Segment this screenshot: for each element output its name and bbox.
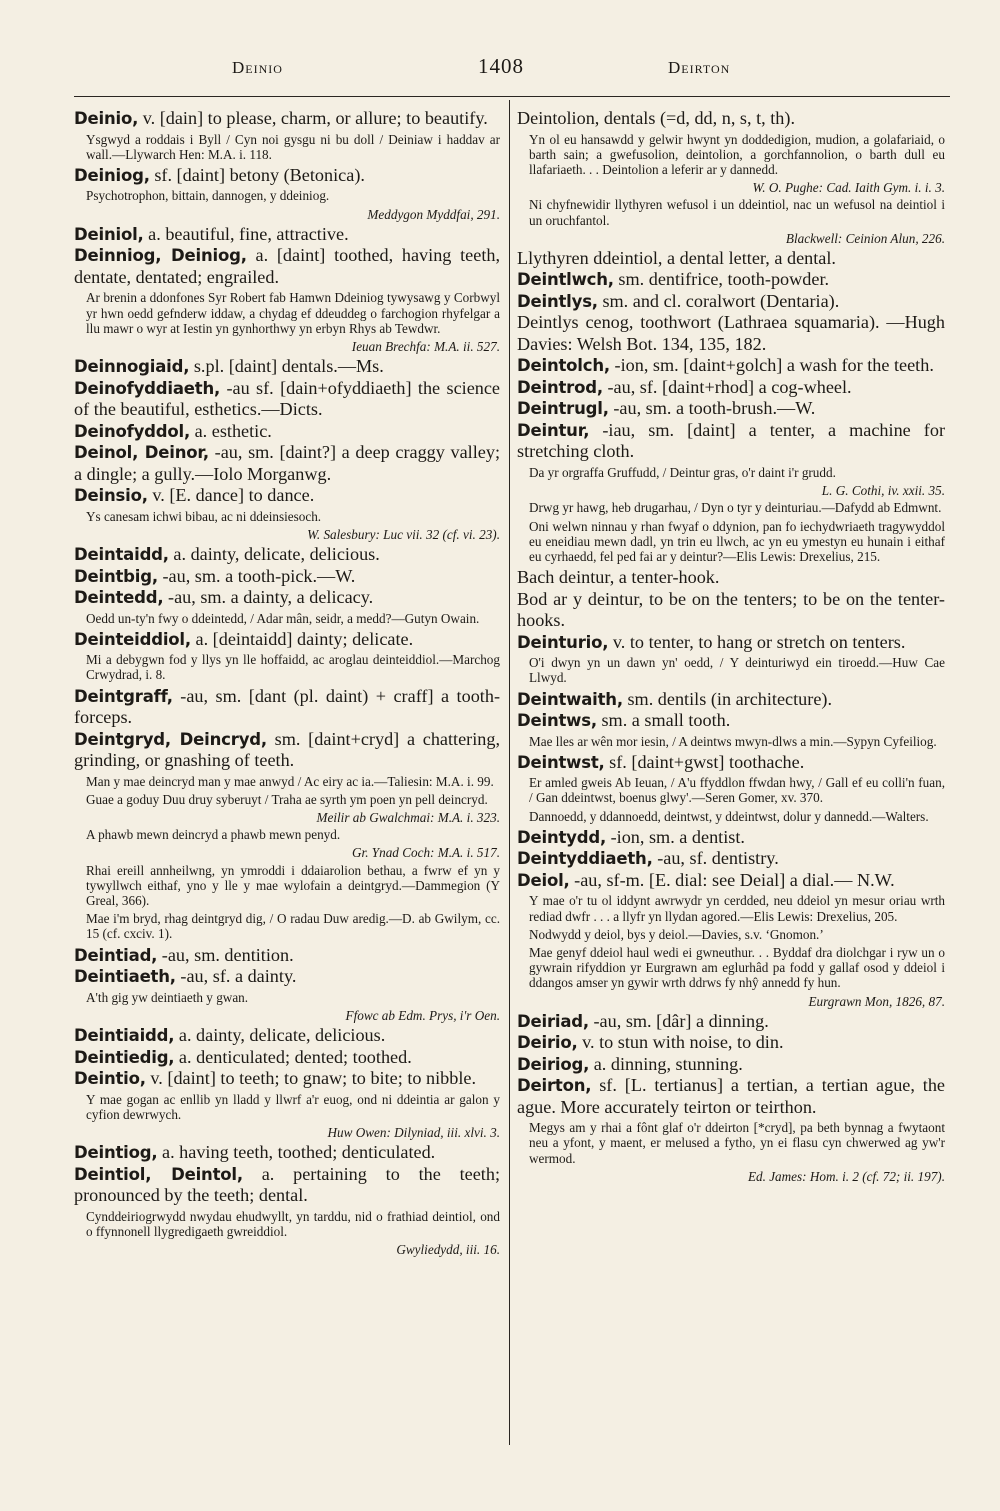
dictionary-entry: [517, 1054, 945, 1076]
dictionary-entry: [517, 269, 945, 291]
definition: sm. and cl. coralwort (Dentaria).: [602, 290, 840, 311]
dictionary-entry: [517, 398, 945, 420]
citation: Mae i'm bryd, rhag deintgryd dig, / O radau Duw aredig.—D. ab Gwilym, cc. 15 (cf. cxciv. 1).: [86, 911, 500, 942]
headword: Deintws,: [517, 711, 597, 731]
dictionary-entry: [517, 752, 945, 774]
dictionary-entry: [74, 1068, 500, 1090]
definition: -au, sm. a tooth-pick.—W.: [162, 565, 356, 586]
definition: sm. dentils (in architecture).: [627, 688, 833, 709]
dictionary-entry: [74, 729, 500, 772]
citation: O'i dwyn yn un dawn yn' oedd, / Y deinturiwyd ein tiroedd.—Huw Cae Llwyd.: [529, 655, 945, 686]
dictionary-entry: [74, 945, 500, 967]
dictionary-entry: [74, 378, 500, 421]
definition: -au, sm. [dâr] a dinning.: [593, 1010, 769, 1031]
dictionary-entry: [517, 377, 945, 399]
dictionary-entry: [517, 870, 945, 892]
headword: Deiriog,: [517, 1054, 590, 1074]
dictionary-entry: [517, 848, 945, 870]
dictionary-entry: [74, 245, 500, 288]
citation: Er amled gweis Ab Ieuan, / A'u ffyddlon ffwdan hwy, / Gall ef eu colli'n fuan, / Gan ddeintwst, boenus glwy'.—Seren Gomer, xv. 370.: [529, 775, 945, 806]
citation: Yn ol eu hansawdd y gelwir hwynt yn doddedigion, mudion, a golafariaid, o barth sain; a gwefusolion, deintolion, a gorchfannolion, o barth dull eu llafariaeth. . . Deintolion a leferir ar y dannedd.: [529, 131, 945, 177]
dictionary-entry: [74, 224, 500, 246]
headword: Deinofyddol,: [74, 421, 191, 441]
dictionary-entry: [517, 689, 945, 711]
citation: Dannoedd, y ddannoedd, deintwst, y ddeintwst, dolur y dannedd.—Walters.: [529, 808, 929, 824]
citation: Rhai ereill annheilwng, yn ymroddi i ddaiarolion bethau, a fwrw ef yn y tywyllwch eithaf, yno y lle y mae wylofain a deintgryd.—Dammegion (Y Greal, 366).: [86, 862, 500, 909]
dictionary-entry: [74, 108, 500, 130]
headword: Deiriad,: [517, 1011, 589, 1031]
running-head-right: Deirton: [668, 58, 731, 77]
headword: Deintlwch,: [517, 270, 614, 290]
dictionary-entry: [517, 312, 945, 355]
definition: Deintolion, dentals (=d, dd, n, s, t, th).: [517, 108, 795, 128]
definition: a. having teeth, toothed; denticulated.: [162, 1142, 436, 1163]
headword: Deinturio,: [517, 632, 609, 652]
citation-source: Meddygon Myddfai, 291.: [367, 206, 500, 222]
definition: a. esthetic.: [194, 420, 272, 441]
definition: s.pl. [daint] dentals.—Ms.: [193, 356, 384, 377]
citation: Psychotrophon, bittain, dannogen, y ddeiniog.: [86, 188, 330, 204]
definition: sm. dentifrice, tooth-powder.: [618, 269, 830, 290]
headword: Deintlys,: [517, 291, 598, 311]
citation-source: W. Salesbury: Luc vii. 32 (cf. vi. 23).: [307, 526, 500, 542]
dictionary-entry: [517, 420, 945, 463]
citation: Mae genyf ddeiol haul wedi ei gwneuthur. . . Byddaf dra diolchgar i ryw un o gywrain rifyddion yr Eurgrawn am eglurhâd pa fodd y gallaf osod y ddeiol i ddangos amser yn gywir wrth ddrws fy nhŷ annedd fy hun.: [529, 944, 945, 991]
dictionary-entry: [74, 966, 500, 988]
dictionary-entry: [74, 1164, 500, 1207]
definition: -au, sf. [daint+rhod] a cog-wheel.: [607, 376, 852, 397]
headword: Deintio,: [74, 1069, 146, 1089]
citation-source: Blackwell: Ceinion Alun, 226.: [785, 230, 945, 246]
dictionary-entry: [517, 589, 945, 632]
citation-source: Ieuan Brechfa: M.A. ii. 527.: [351, 338, 500, 354]
definition: v. [dain] to please, charm, or allure; to beautify.: [142, 108, 488, 128]
definition: v. [daint] to teeth; to gnaw; to bite; to nibble.: [150, 1068, 477, 1089]
citation: A'th gig yw deintiaeth y gwan.: [86, 989, 249, 1005]
dictionary-entry: [74, 1142, 500, 1164]
citation: Ys canesam ichwi bibau, ac ni ddeinsiesoch.: [86, 508, 322, 524]
definition: sf. [daint] betony (Betonica).: [154, 164, 365, 185]
citation-source: Huw Owen: Dilyniad, iii. xlvi. 3.: [327, 1124, 500, 1140]
citation-source: Ed. James: Hom. i. 2 (cf. 72; ii. 197).: [747, 1168, 945, 1184]
citation: Man y mae deincryd man y mae anwyd / Ac eiry ac ia.—Taliesin: M.A. i. 99.: [86, 773, 494, 789]
running-head-left: Deinio: [232, 58, 283, 77]
dictionary-entry: [74, 544, 500, 566]
headword: Deinnogiaid,: [74, 357, 190, 377]
dictionary-entry: [74, 587, 500, 609]
definition: -au, sm. a tooth-brush.—W.: [613, 398, 816, 419]
dictionary-entry: [517, 1075, 945, 1118]
citation: Megys am y rhai a fônt glaf o'r ddeirton [*cryd], pa beth bynnag a fwytaont neu a yfont, y maent, er melused a fytho, yn ei flasu cyn chwerwed ag yw'r wermod.: [529, 1120, 945, 1166]
headword: Deintaidd,: [74, 545, 169, 565]
citation: Y mae gogan ac enllib yn lladd y llwrf a'r euog, ond ni ddeintia ar galon y cyfion dewrwych.: [86, 1091, 500, 1122]
definition: -au, sm. [daint?] a deep craggy valley; a dingle; a gully.—Iolo Morganwg.: [74, 442, 500, 484]
definition: a. beautiful, fine, attractive.: [148, 223, 349, 244]
definition: -iau, sm. [daint] a tenter, a machine for stretching cloth.: [517, 419, 945, 462]
headword: Deintedd,: [74, 588, 164, 608]
headword: Deiniol,: [74, 224, 144, 244]
dictionary-entry: [74, 485, 500, 507]
headword: Deintolch,: [517, 356, 610, 376]
definition: v. [E. dance] to dance.: [152, 485, 315, 506]
dictionary-entry: [517, 291, 945, 313]
dictionary-entry: [517, 1011, 945, 1033]
dictionary-entry: [517, 355, 945, 377]
definition: -au, sf. a dainty.: [180, 966, 297, 987]
dictionary-entry: [74, 356, 500, 378]
citation-source: Meilir ab Gwalchmai: M.A. i. 323.: [316, 810, 500, 826]
dictionary-entry: [517, 827, 945, 849]
headword: Deintiol, Deintol,: [74, 1164, 243, 1184]
headword: Deintiaidd,: [74, 1026, 175, 1046]
citation: A phawb mewn deincryd a phawb mewn penyd.: [86, 827, 341, 843]
definition: v. to stun with noise, to din.: [582, 1032, 784, 1053]
left-column: [74, 108, 500, 1448]
citation: Cynddeiriogrwydd nwydau ehudwyllt, yn tarddu, nid o frathiad deintiol, ond o ffynnonell llygredigaeth gwreiddiol.: [86, 1208, 500, 1239]
headword: Deintrugl,: [517, 399, 609, 419]
citation: Ysgwyd a roddais i Byll / Cyn noi gysgu ni bu doll / Deiniaw i haddav ar wall.—Llywarch Hen: M.A. i. 118.: [86, 131, 500, 162]
headword: Deintiaeth,: [74, 967, 176, 987]
column-divider: [509, 100, 510, 1445]
dictionary-entry: [74, 566, 500, 588]
headword: Deintrod,: [517, 377, 603, 397]
dictionary-entry: [74, 421, 500, 443]
citation-source: W. O. Pughe: Cad. Iaith Gym. i. i. 3.: [752, 180, 945, 196]
dictionary-entry: [74, 629, 500, 651]
definition: v. to tenter, to hang or stretch on tenters.: [612, 631, 906, 652]
definition: Deintlys cenog, toothwort (Lathraea squamaria). —Hugh Davies: Welsh Bot. 134, 135, 182.: [517, 312, 945, 354]
headword: Deintur,: [517, 420, 590, 440]
dictionary-entry: [74, 1047, 500, 1069]
dictionary-entry: [517, 567, 945, 589]
headword: Deintyddiaeth,: [517, 849, 653, 869]
headword: Deintiog,: [74, 1143, 158, 1163]
headword: Deintiad,: [74, 945, 158, 965]
definition: a. dinning, stunning.: [593, 1053, 743, 1074]
headword: Deintwaith,: [517, 689, 623, 709]
definition: Llythyren ddeintiol, a dental letter, a dental.: [517, 247, 836, 268]
dictionary-entry: [517, 710, 945, 732]
citation: Mi a debygwn fod y llys yn lle hoffaidd, ac aroglau deinteiddiol.—Marchog Crwydrad, i. 8.: [86, 652, 500, 683]
page-number: 1408: [478, 54, 524, 78]
headword: Deintbig,: [74, 566, 158, 586]
citation-source: Gr. Ynad Coch: M.A. i. 517.: [352, 845, 500, 861]
dictionary-entry: [517, 1032, 945, 1054]
dictionary-entry: [517, 248, 945, 270]
dictionary-entry: [74, 686, 500, 729]
definition: a. dainty, delicate, delicious.: [178, 1025, 386, 1046]
headword: Deinsio,: [74, 486, 148, 506]
definition: -au, sf-m. [E. dial: see Deial] a dial.— N.W.: [574, 869, 895, 890]
definition: -au, sm. [dant (pl. daint) + craff] a tooth-forceps.: [74, 685, 500, 728]
citation: Drwg yr hawg, heb drugarhau, / Dyn o tyr y deinturiau.—Dafydd ab Edmwnt.: [529, 500, 942, 516]
definition: sf. [L. tertianus] a tertian, a tertian ague, the ague. More accurately teirton or teirthon.: [517, 1075, 945, 1117]
definition: sf. [daint+gwst] toothache.: [609, 751, 805, 772]
citation-source: Ffowc ab Edm. Prys, i'r Oen.: [345, 1007, 500, 1023]
dictionary-entry: [517, 632, 945, 654]
headword: Deinofyddiaeth,: [74, 378, 221, 398]
citation-source: Gwyliedydd, iii. 16.: [396, 1242, 500, 1258]
definition: a. dainty, delicate, delicious.: [173, 544, 380, 565]
citation: Mae lles ar wên mor iesin, / A deintws mwyn-dlws a min.—Sypyn Cyfeiliog.: [529, 733, 937, 749]
headword: Deirio,: [517, 1033, 578, 1053]
definition: sm. [daint+cryd] a chattering, grinding, or gnashing of teeth.: [74, 728, 500, 771]
headword: Deinio,: [74, 109, 139, 128]
definition: -ion, sm. a dentist.: [610, 826, 745, 847]
headword: Deinniog, Deiniog,: [74, 246, 247, 266]
definition: sm. a small tooth.: [601, 710, 731, 731]
headword: Deintydd,: [517, 827, 607, 847]
citation: Oni welwn ninnau y rhan fwyaf o ddynion, pan fo iechydwriaeth tragywyddol eu eneidiau mewn dadl, yn trin eu llwch, ac yn eu ymestyn eu hunain i eithaf eu cyrhaedd, fel ped fai ar y deintur?—Elis Lewis: Drexelius, 215.: [529, 518, 945, 564]
headword: Deirton,: [517, 1076, 592, 1096]
headword: Deintwst,: [517, 752, 605, 772]
headword: Deintgryd, Deincryd,: [74, 729, 267, 749]
citation: Y mae o'r tu ol iddynt awrwydr yn cerdded, neu ddeiol yn mesur oriau wrth rediad dwfr . . . a llyfr yn llydan agored.—Elis Lewis: Drexelius, 205.: [529, 893, 945, 924]
definition: a. [daint] toothed, having teeth, dentate, dentated; engrailed.: [74, 245, 500, 287]
headword: Deinol, Deinor,: [74, 443, 209, 463]
headword: Deintiedig,: [74, 1047, 175, 1067]
definition: -ion, sm. [daint+golch] a wash for the teeth.: [614, 355, 934, 376]
citation: Nodwydd y deiol, bys y deiol.—Davies, s.v. ‘Gnomon.’: [529, 926, 824, 942]
dictionary-entry: [517, 108, 945, 130]
right-column: [517, 108, 945, 1448]
definition: -au, sm. dentition.: [161, 944, 294, 965]
running-head: [0, 52, 1000, 92]
dictionary-entry: [74, 165, 500, 187]
citation-source: Eurgrawn Mon, 1826, 87.: [808, 993, 945, 1009]
definition: Bach deintur, a tenter-hook.: [517, 567, 720, 588]
headword: Deiol,: [517, 870, 570, 890]
citation: Ni chyfnewidir llythyren wefusol i un ddeintiol, nac un wefusol na deintiol i un oruchfantol.: [529, 197, 945, 228]
headword: Deinteiddiol,: [74, 629, 191, 649]
definition: Bod ar y deintur, to be on the tenters; to be on the tenter-hooks.: [517, 588, 945, 631]
citation-source: L. G. Cothi, iv. xxii. 35.: [821, 483, 945, 499]
definition: -au, sm. a dainty, a delicacy.: [168, 587, 374, 608]
definition: a. denticulated; dented; toothed.: [178, 1046, 412, 1067]
citation: Da yr orgraffa Gruffudd, / Deintur gras, o'r daint i'r grudd.: [529, 464, 836, 480]
definition: -au, sf. dentistry.: [657, 848, 779, 869]
dictionary-entry: [74, 1025, 500, 1047]
citation: Guae a goduy Duu druy syberuyt / Traha ae syrth ym poen yn pell deincryd.: [86, 791, 488, 807]
header-rule: [74, 96, 950, 97]
headword: Deintgraff,: [74, 686, 173, 706]
citation: Ar brenin a ddonfones Syr Robert fab Hamwn Ddeiniog tywysawg y Corbwyl yr hwn oedd gefnderw iddaw, a chydag ef ddeuddeg o farchogion rhyfelgar a llu mawr o wyr at Iestin yn gynhorthwy yn erbyn Rhys ab Tewdwr.: [86, 290, 500, 336]
definition: a. [deintaidd] dainty; delicate.: [195, 628, 414, 649]
dictionary-entry: [74, 442, 500, 485]
definition: a. pertaining to the teeth; pronounced by the teeth; dental.: [74, 1163, 500, 1206]
headword: Deiniog,: [74, 165, 150, 185]
definition: -au sf. [dain+ofyddiaeth] the science of the beautiful, esthetics.—Dicts.: [74, 377, 500, 420]
citation: Oedd un-ty'n fwy o ddeintedd, / Adar mân, seidr, a medd?—Gutyn Owain.: [86, 610, 480, 626]
